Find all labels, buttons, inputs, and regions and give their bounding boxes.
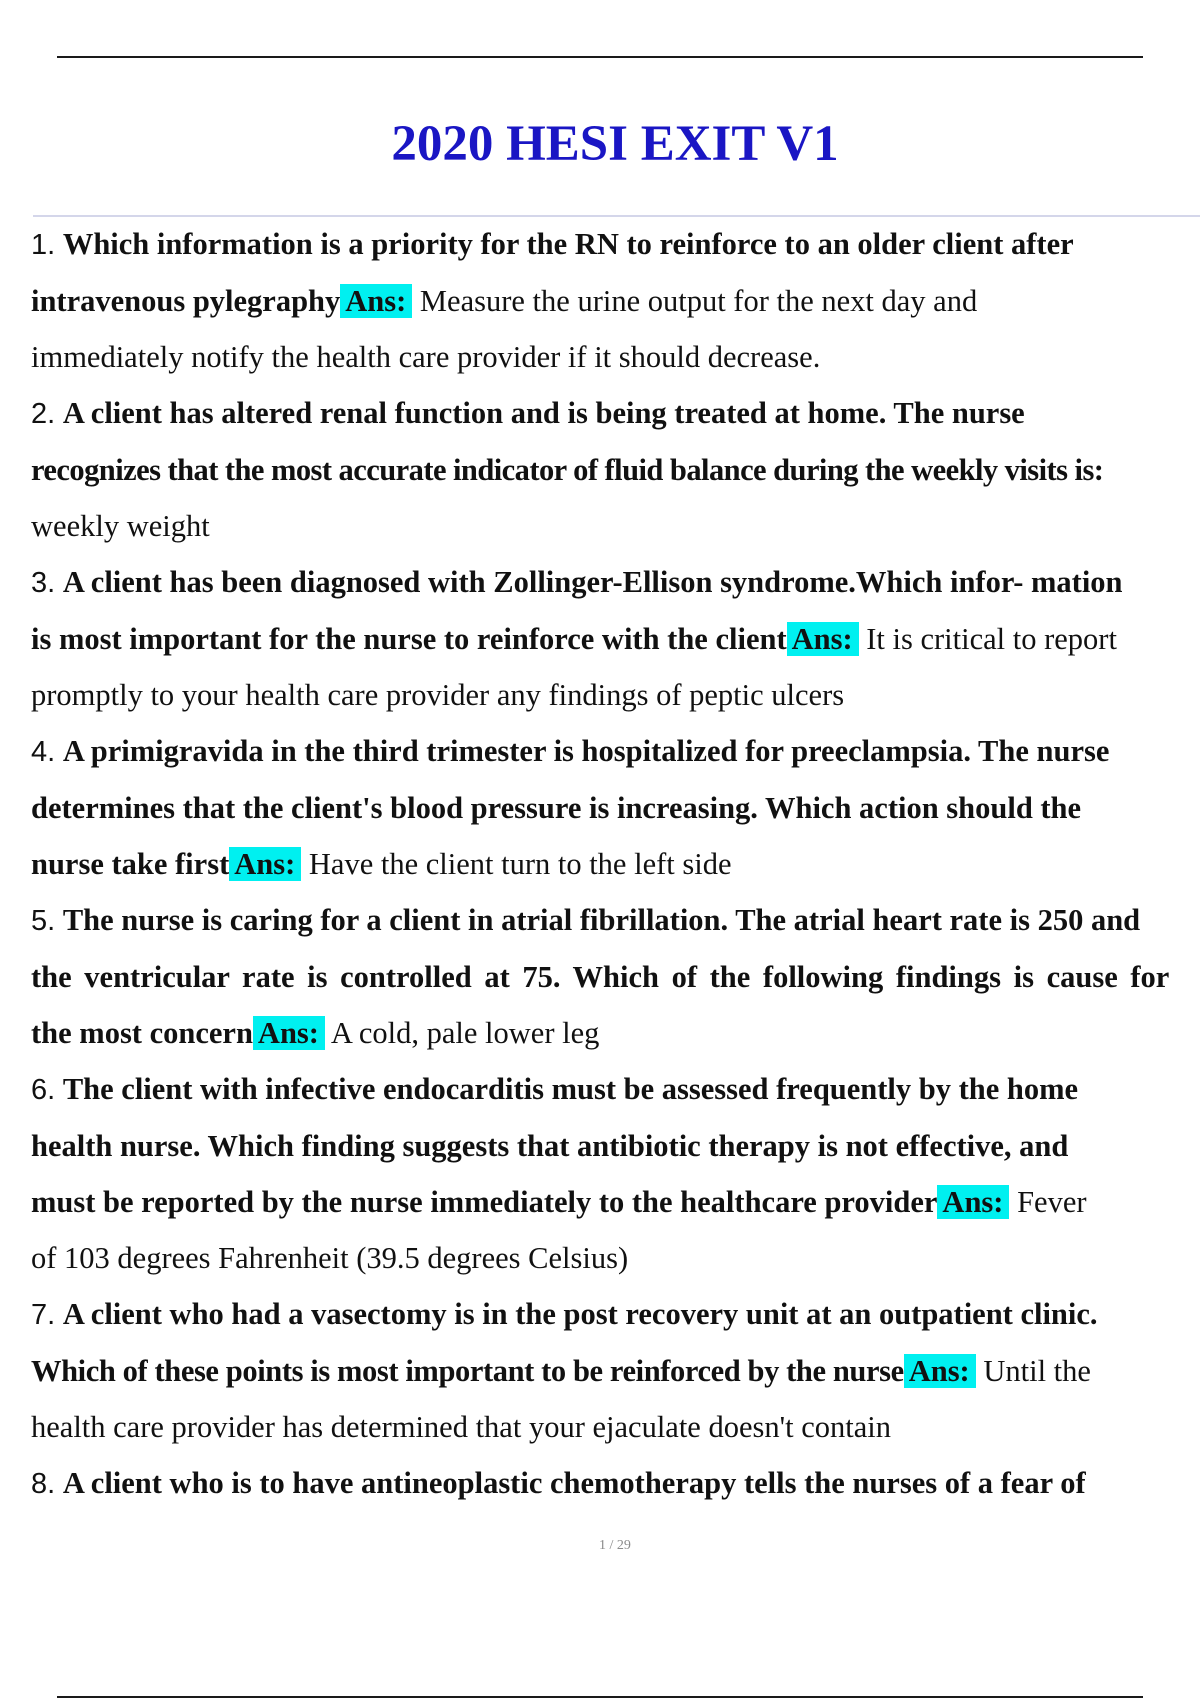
question-line <box>31 385 1200 442</box>
question-number: 8. <box>31 1468 56 1500</box>
answer-text: A cold, pale lower leg <box>330 1016 600 1050</box>
question-text: recognizes that the most accurate indicator of fluid balance during the weekly visits is: <box>31 453 1104 487</box>
question-text: A client who is to have antineoplastic chemotherapy tells the nurses of a fear of <box>62 1466 1086 1500</box>
question-line <box>31 1061 1200 1118</box>
question-5 <box>31 892 1200 1061</box>
answer-text: Until the <box>983 1354 1091 1388</box>
question-text: A client has altered renal function and is being treated at home. The nurse <box>62 396 1025 430</box>
answer-label: Ans: <box>904 1354 976 1388</box>
question-3 <box>31 554 1200 723</box>
question-line <box>31 1286 1200 1343</box>
question-line <box>31 1343 1200 1399</box>
question-text: A client who had a vasectomy is in the post recovery unit at an outpatient clinic. <box>62 1297 1098 1331</box>
question-8 <box>31 1455 1200 1512</box>
question-line <box>31 442 1200 498</box>
answer-text: Measure the urine output for the next day and <box>419 284 978 318</box>
question-2 <box>31 385 1200 554</box>
question-line <box>31 892 1200 949</box>
question-text: is most important for the nurse to reinforce with the client <box>31 622 787 656</box>
answer-text: weekly weight <box>31 509 210 543</box>
question-line <box>31 554 1200 611</box>
question-line <box>31 498 1200 554</box>
answer-label: Ans: <box>937 1185 1009 1219</box>
question-text: nurse take first <box>31 847 230 881</box>
question-line <box>31 1399 1200 1455</box>
question-text: determines that the client's blood pressure is increasing. Which action should the <box>31 791 1082 825</box>
answer-label: Ans: <box>229 847 301 881</box>
answer-text: immediately notify the health care provider if it should decrease. <box>31 340 821 374</box>
question-7 <box>31 1286 1200 1455</box>
answer-text: Fever <box>1017 1185 1087 1219</box>
question-text: the most concern <box>31 1016 253 1050</box>
question-line <box>31 1455 1200 1512</box>
answer-label: Ans: <box>787 622 859 656</box>
answer-text: Have the client turn to the left side <box>308 847 732 881</box>
question-number: 2. <box>31 398 56 430</box>
question-line <box>31 667 1200 723</box>
question-line <box>31 611 1200 667</box>
question-text: The nurse is caring for a client in atrial fibrillation. The atrial heart rate is 250 and <box>62 903 1141 937</box>
question-number: 6. <box>31 1074 56 1106</box>
answer-label: Ans: <box>253 1016 325 1050</box>
question-line <box>31 780 1200 836</box>
question-line <box>31 836 1200 892</box>
answer-text: promptly to your health care provider any findings of peptic ulcers <box>31 678 845 712</box>
question-text: Which of these points is most important to be reinforced by the nurse <box>31 1354 904 1388</box>
page-number: 1 / 29 <box>599 1538 631 1553</box>
question-text: A client has been diagnosed with Zollinger-Ellison syndrome.Which infor- mation <box>62 565 1123 599</box>
answer-label: Ans: <box>340 284 412 318</box>
question-number: 1. <box>31 229 56 261</box>
question-text: Which information is a priority for the RN to reinforce to an older client after <box>62 227 1074 261</box>
question-number: 5. <box>31 905 56 937</box>
page-title: 2020 HESI EXIT V1 <box>391 116 839 172</box>
answer-text: health care provider has determined that your ejaculate doesn't contain <box>31 1410 891 1444</box>
question-line <box>31 1230 1200 1286</box>
question-4 <box>31 723 1200 892</box>
question-6 <box>31 1061 1200 1286</box>
question-line <box>31 1118 1200 1174</box>
question-line <box>31 949 1200 1005</box>
question-line <box>31 1005 1200 1061</box>
question-text: the ventricular rate is controlled at 75. Which of the following findings is cause for <box>31 960 1170 994</box>
question-number: 7. <box>31 1299 56 1331</box>
answer-text: It is critical to report <box>866 622 1117 656</box>
question-text: intravenous pylegraphy <box>31 284 341 318</box>
question-1 <box>31 216 1200 385</box>
question-text: health nurse. Which finding suggests that antibiotic therapy is not effective, and <box>31 1129 1069 1163</box>
bottom-rule <box>57 1696 1143 1698</box>
question-line <box>31 329 1200 385</box>
question-text: must be reported by the nurse immediately to the healthcare provider <box>31 1185 938 1219</box>
question-text: A primigravida in the third trimester is hospitalized for preeclampsia. The nurse <box>62 734 1110 768</box>
answer-text: of 103 degrees Fahrenheit (39.5 degrees Celsius) <box>31 1241 629 1275</box>
question-number: 4. <box>31 736 56 768</box>
top-rule <box>57 56 1143 58</box>
question-line <box>31 1174 1200 1230</box>
question-line <box>31 723 1200 780</box>
question-text: The client with infective endocarditis must be assessed frequently by the home <box>62 1072 1079 1106</box>
question-list <box>31 216 1200 1512</box>
question-line <box>31 273 1200 329</box>
question-number: 3. <box>31 567 56 599</box>
question-line <box>31 216 1200 273</box>
